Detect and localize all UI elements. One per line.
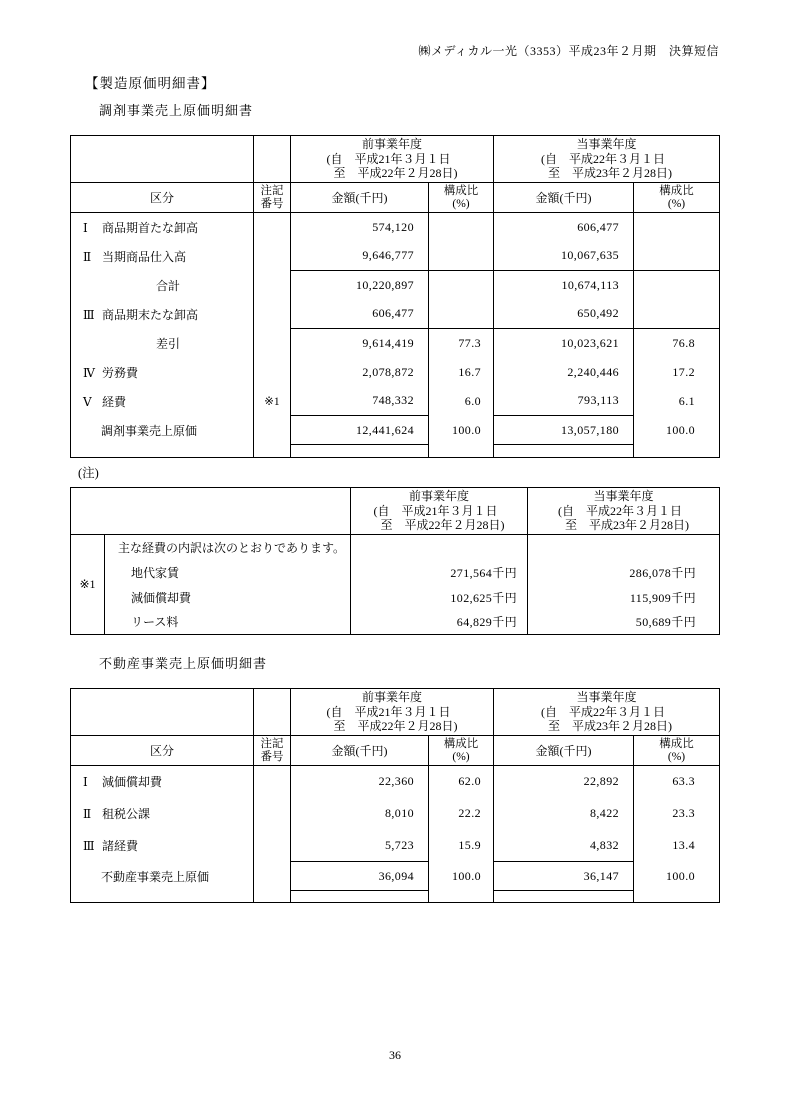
column-header-ratio-curr [634, 736, 720, 766]
ratio-prev [429, 271, 494, 300]
note-ref-cell: ※1 [254, 387, 291, 416]
amount-curr: 36,147 [494, 862, 634, 891]
amount-curr: 8,422 [494, 798, 634, 830]
amount-prev: 22,360 [291, 766, 429, 798]
ratio-line2: (%) [667, 197, 686, 210]
ratio-curr: 76.8 [634, 329, 720, 358]
period-from: (自 平成21年３月１日 [373, 503, 498, 518]
row-label: 差引 [156, 336, 181, 351]
row-numeral: Ⅱ [83, 249, 92, 264]
period-header-row [71, 136, 720, 183]
document-header: ㈱メディカル一光（3353）平成23年２月期 決算短信 [418, 44, 719, 58]
table-row [71, 213, 720, 242]
column-header-row [71, 183, 720, 213]
row-numeral: Ⅴ [83, 394, 92, 409]
note-ref: ※1 [79, 577, 96, 591]
prescription-cost-table [70, 135, 720, 458]
blank-cell [254, 689, 291, 736]
amount-prev: 8,010 [291, 798, 429, 830]
category-cell [71, 300, 254, 329]
period-title: 当事業年度 [593, 489, 654, 503]
row-label: 調剤事業売上原価 [101, 423, 198, 438]
page-number: 36 [389, 1048, 401, 1062]
amount-prev: 10,220,897 [291, 271, 429, 300]
note-item-curr: 50,689千円 [528, 610, 720, 635]
note-item-prev: 271,564千円 [351, 560, 528, 585]
period-from: (自 平成21年３月１日 [326, 704, 451, 719]
blank-cell [291, 891, 429, 903]
period-from: (自 平成21年３月１日 [326, 151, 451, 166]
row-label: 商品期首たな卸高 [102, 220, 199, 235]
row-label: 諸経費 [102, 839, 139, 853]
table-row-subtotal [71, 271, 720, 300]
note-number-line1: 注記 [260, 738, 284, 750]
column-header-category: 区分 [71, 736, 254, 766]
category-cell [71, 271, 254, 300]
column-header-amount-curr: 金額(千円) [494, 736, 634, 766]
amount-curr: 650,492 [494, 300, 634, 329]
ratio-curr: 100.0 [634, 416, 720, 445]
category-cell [71, 329, 254, 358]
amount-curr: 10,674,113 [494, 271, 634, 300]
note-number-line2: 番号 [260, 750, 284, 763]
table-row-total [71, 416, 720, 445]
row-label: 不動産事業売上原価 [101, 869, 210, 884]
realestate-cost-table [70, 688, 720, 903]
amount-curr: 22,892 [494, 766, 634, 798]
amount-prev: 574,120 [291, 213, 429, 242]
note-number-line2: 番号 [260, 197, 284, 210]
column-header-ratio-prev [429, 183, 494, 213]
column-header-ratio-curr [634, 183, 720, 213]
row-numeral: Ⅲ [83, 307, 95, 322]
column-header-note-number [254, 736, 291, 766]
period-header-row [71, 488, 720, 535]
period-header-current [494, 689, 720, 736]
blank-cell [494, 891, 634, 903]
note-ref-cell [254, 329, 291, 358]
ratio-curr: 17.2 [634, 358, 720, 387]
blank-cell [634, 445, 720, 458]
row-label: 減価償却費 [102, 775, 163, 790]
row-label: 労務費 [102, 365, 139, 380]
row-label: 合計 [156, 278, 181, 293]
ratio-line2: (%) [452, 197, 470, 210]
ratio-prev: 22.2 [429, 798, 494, 830]
table-row [71, 766, 720, 798]
ratio-prev [429, 213, 494, 242]
table-row-subtotal [71, 329, 720, 358]
section-title-realestate: 不動産事業売上原価明細書 [99, 656, 268, 671]
amount-prev: 748,332 [291, 387, 429, 416]
period-title: 当事業年度 [576, 690, 637, 704]
blank-cell [254, 136, 291, 183]
period-title: 当事業年度 [576, 137, 637, 151]
ratio-prev: 15.9 [429, 830, 494, 862]
category-cell [71, 213, 254, 242]
ratio-prev: 100.0 [429, 862, 494, 891]
note-item-curr: 115,909千円 [528, 585, 720, 610]
amount-curr: 2,240,446 [494, 358, 634, 387]
blank-cell [254, 891, 291, 903]
period-to: 至 平成22年２月28日) [333, 719, 458, 733]
note-ref-cell [254, 798, 291, 830]
table-row-total [71, 862, 720, 891]
period-from: (自 平成22年３月１日 [558, 503, 682, 518]
ratio-prev [429, 242, 494, 271]
column-header-row [71, 736, 720, 766]
row-label: 当期商品仕入高 [102, 249, 187, 264]
column-header-amount-prev: 金額(千円) [291, 183, 429, 213]
ratio-line1: 構成比 [443, 738, 479, 750]
row-label: 商品期末たな卸高 [102, 307, 199, 322]
period-header-previous [351, 488, 528, 535]
period-header-previous [291, 689, 494, 736]
row-numeral: Ⅰ [83, 775, 88, 790]
note-item-curr: 286,078千円 [528, 560, 720, 585]
note-item-prev: 64,829千円 [351, 610, 528, 635]
note-ref-cell [254, 830, 291, 862]
ratio-curr [634, 271, 720, 300]
blank-cell [429, 891, 494, 903]
ratio-curr: 6.1 [634, 387, 720, 416]
table-row [71, 242, 720, 271]
amount-curr: 793,113 [494, 387, 634, 416]
category-cell [71, 242, 254, 271]
ratio-curr: 13.4 [634, 830, 720, 862]
note-intro: 主な経費の内訳は次のとおりであります。 [105, 535, 351, 560]
period-to: 至 平成23年２月28日) [548, 166, 672, 180]
note-ref-cell [254, 242, 291, 271]
row-label: 経費 [102, 394, 127, 409]
blank-cell [254, 445, 291, 458]
table-row [71, 798, 720, 830]
period-title: 前事業年度 [361, 137, 422, 151]
category-cell [71, 416, 254, 445]
amount-prev: 12,441,624 [291, 416, 429, 445]
blank-cell [71, 445, 254, 458]
amount-curr: 13,057,180 [494, 416, 634, 445]
note-item-prev: 102,625千円 [351, 585, 528, 610]
ratio-prev: 100.0 [429, 416, 494, 445]
row-numeral: Ⅳ [83, 365, 95, 380]
blank-cell [71, 689, 254, 736]
note-ref-cell [254, 766, 291, 798]
row-numeral: Ⅲ [83, 839, 95, 853]
category-cell [71, 798, 254, 830]
table-row [71, 387, 720, 416]
note-number-line1: 注記 [260, 185, 284, 197]
column-header-note-number [254, 183, 291, 213]
blank-cell [351, 535, 528, 560]
blank-cell [71, 488, 351, 535]
section-title-prescription: 調剤事業売上原価明細書 [99, 103, 254, 118]
category-cell [71, 387, 254, 416]
blank-cell [429, 445, 494, 458]
note-item-label: 減価償却費 [105, 585, 351, 610]
ratio-line1: 構成比 [659, 738, 694, 750]
amount-prev: 9,614,419 [291, 329, 429, 358]
category-cell [71, 358, 254, 387]
period-header-current [528, 488, 720, 535]
row-label: 租税公課 [102, 807, 151, 821]
blank-cell [634, 891, 720, 903]
amount-prev: 36,094 [291, 862, 429, 891]
note-item-row [71, 560, 720, 585]
table-bottom-strip [71, 445, 720, 458]
row-numeral: Ⅱ [83, 807, 92, 821]
ratio-curr [634, 242, 720, 271]
note-item-row [71, 610, 720, 635]
category-cell [71, 766, 254, 798]
note-ref-cell [254, 358, 291, 387]
column-header-ratio-prev [429, 736, 494, 766]
note-intro-row [71, 535, 720, 560]
period-title: 前事業年度 [361, 690, 422, 704]
note-ref-cell [254, 862, 291, 891]
amount-curr: 10,023,621 [494, 329, 634, 358]
period-header-row [71, 689, 720, 736]
blank-cell [71, 136, 254, 183]
ratio-prev [429, 300, 494, 329]
period-to: 至 平成22年２月28日) [333, 166, 458, 180]
amount-prev: 5,723 [291, 830, 429, 862]
amount-prev: 9,646,777 [291, 242, 429, 271]
note-item-row [71, 585, 720, 610]
note-item-label: 地代家賃 [105, 560, 351, 585]
table-row [71, 300, 720, 329]
note-label: (注) [78, 466, 99, 480]
period-to: 至 平成22年２月28日) [380, 518, 505, 532]
column-header-amount-prev: 金額(千円) [291, 736, 429, 766]
table-row [71, 358, 720, 387]
period-from: (自 平成22年３月１日 [541, 151, 665, 166]
amount-prev: 2,078,872 [291, 358, 429, 387]
page-title: 【製造原価明細書】 [85, 76, 216, 91]
blank-cell [528, 535, 720, 560]
ratio-prev: 6.0 [429, 387, 494, 416]
ratio-curr [634, 300, 720, 329]
ratio-prev: 62.0 [429, 766, 494, 798]
period-to: 至 平成23年２月28日) [565, 518, 689, 532]
note-ref-cell [254, 300, 291, 329]
row-numeral: Ⅰ [83, 220, 88, 235]
period-to: 至 平成23年２月28日) [548, 719, 672, 733]
table-bottom-strip [71, 891, 720, 903]
amount-curr: 4,832 [494, 830, 634, 862]
amount-prev: 606,477 [291, 300, 429, 329]
note-item-label: リース料 [105, 610, 351, 635]
column-header-amount-curr: 金額(千円) [494, 183, 634, 213]
amount-curr: 10,067,635 [494, 242, 634, 271]
blank-cell [71, 891, 254, 903]
ratio-curr: 23.3 [634, 798, 720, 830]
period-from: (自 平成22年３月１日 [541, 704, 665, 719]
note-ref-cell [254, 271, 291, 300]
ratio-line2: (%) [667, 750, 686, 763]
note-ref-cell [254, 213, 291, 242]
table-row [71, 830, 720, 862]
ratio-curr: 63.3 [634, 766, 720, 798]
category-cell [71, 830, 254, 862]
ratio-line1: 構成比 [443, 185, 479, 197]
period-title: 前事業年度 [408, 489, 469, 503]
period-header-previous [291, 136, 494, 183]
column-header-category: 区分 [71, 183, 254, 213]
amount-curr: 606,477 [494, 213, 634, 242]
category-cell [71, 862, 254, 891]
ratio-line1: 構成比 [659, 185, 694, 197]
ratio-line2: (%) [452, 750, 470, 763]
blank-cell [494, 445, 634, 458]
ratio-curr: 100.0 [634, 862, 720, 891]
ratio-curr [634, 213, 720, 242]
expense-note-table [70, 487, 720, 635]
blank-cell [291, 445, 429, 458]
ratio-prev: 16.7 [429, 358, 494, 387]
ratio-prev: 77.3 [429, 329, 494, 358]
period-header-current [494, 136, 720, 183]
note-ref-cell [254, 416, 291, 445]
